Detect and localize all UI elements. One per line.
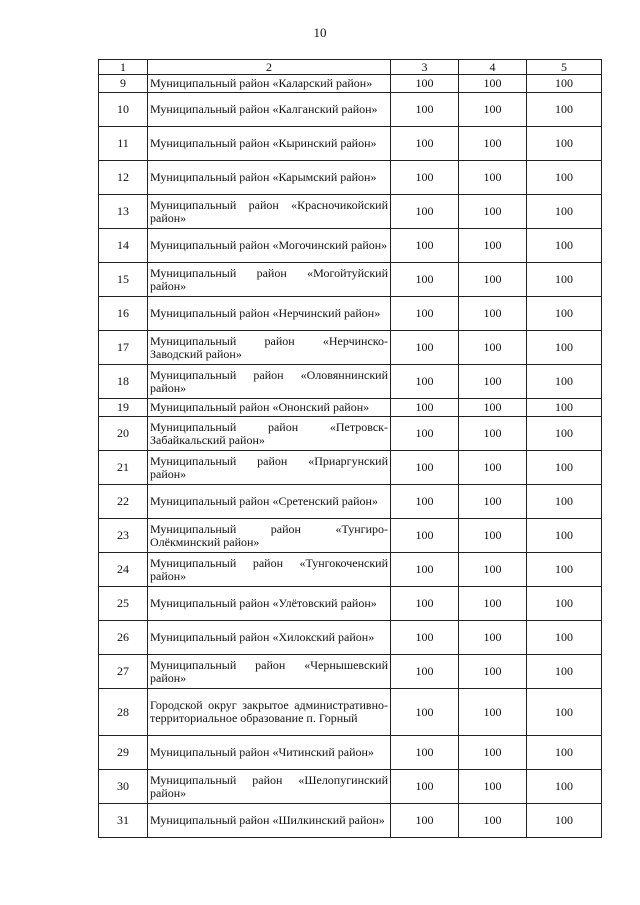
value-cell-col3: 100 [391,161,459,195]
row-number-cell: 31 [99,804,148,838]
district-name-cell: Муниципальный район «Могойтуйский район» [148,263,391,297]
column-header: 2 [148,60,391,75]
value-cell-col3: 100 [391,75,459,93]
row-number-cell: 9 [99,75,148,93]
district-name-cell: Муниципальный район «Тунгокоченский район» [148,553,391,587]
row-number-cell: 16 [99,297,148,331]
value-cell-col3: 100 [391,655,459,689]
value-cell-col4: 100 [459,689,527,736]
row-number-cell: 13 [99,195,148,229]
table-row [99,127,602,161]
table-row [99,93,602,127]
row-number-cell: 22 [99,485,148,519]
value-cell-col3: 100 [391,263,459,297]
row-number-cell: 25 [99,587,148,621]
value-cell-col5: 100 [527,263,602,297]
value-cell-col3: 100 [391,587,459,621]
table-row [99,587,602,621]
value-cell-col3: 100 [391,399,459,417]
row-number-cell: 10 [99,93,148,127]
value-cell-col3: 100 [391,195,459,229]
row-number-cell: 28 [99,689,148,736]
row-number-cell: 29 [99,736,148,770]
value-cell-col3: 100 [391,770,459,804]
table-row [99,621,602,655]
row-number-cell: 23 [99,519,148,553]
value-cell-col4: 100 [459,485,527,519]
value-cell-col5: 100 [527,127,602,161]
row-number-cell: 14 [99,229,148,263]
district-name-cell: Муниципальный район «Сретенский район» [148,485,391,519]
district-name-cell: Городской округ закрытое административно-территориальное образование п. Горный [148,689,391,736]
column-header: 4 [459,60,527,75]
value-cell-col4: 100 [459,519,527,553]
value-cell-col5: 100 [527,736,602,770]
row-number-cell: 19 [99,399,148,417]
district-name-cell: Муниципальный район «Улётовский район» [148,587,391,621]
value-cell-col5: 100 [527,331,602,365]
data-table [98,59,602,838]
value-cell-col4: 100 [459,365,527,399]
table-row [99,553,602,587]
table-row [99,75,602,93]
value-cell-col4: 100 [459,297,527,331]
row-number-cell: 24 [99,553,148,587]
value-cell-col4: 100 [459,621,527,655]
page-number: 10 [313,25,327,40]
table-row [99,297,602,331]
value-cell-col4: 100 [459,331,527,365]
value-cell-col3: 100 [391,297,459,331]
value-cell-col4: 100 [459,127,527,161]
row-number-cell: 26 [99,621,148,655]
district-name-cell: Муниципальный район «Хилокский район» [148,621,391,655]
district-name-cell: Муниципальный район «Могочинский район» [148,229,391,263]
table-row [99,655,602,689]
district-name-cell: Муниципальный район «Нерчинско-Заводский район» [148,331,391,365]
table-row [99,229,602,263]
district-name-cell: Муниципальный район «Карымский район» [148,161,391,195]
value-cell-col3: 100 [391,365,459,399]
row-number-cell: 30 [99,770,148,804]
value-cell-col3: 100 [391,229,459,263]
district-name-cell: Муниципальный район «Ононский район» [148,399,391,417]
value-cell-col3: 100 [391,451,459,485]
value-cell-col5: 100 [527,655,602,689]
value-cell-col3: 100 [391,331,459,365]
value-cell-col4: 100 [459,417,527,451]
value-cell-col5: 100 [527,689,602,736]
table-row [99,417,602,451]
value-cell-col5: 100 [527,587,602,621]
value-cell-col4: 100 [459,75,527,93]
district-name-cell: Муниципальный район «Тунгиро-Олёкминский район» [148,519,391,553]
value-cell-col4: 100 [459,451,527,485]
district-name-cell: Муниципальный район «Нерчинский район» [148,297,391,331]
value-cell-col5: 100 [527,399,602,417]
table-row [99,263,602,297]
value-cell-col4: 100 [459,399,527,417]
value-cell-col5: 100 [527,161,602,195]
value-cell-col5: 100 [527,553,602,587]
value-cell-col3: 100 [391,127,459,161]
table-row [99,736,602,770]
value-cell-col5: 100 [527,519,602,553]
value-cell-col3: 100 [391,93,459,127]
table-row [99,519,602,553]
value-cell-col3: 100 [391,621,459,655]
row-number-cell: 21 [99,451,148,485]
value-cell-col5: 100 [527,195,602,229]
row-number-cell: 12 [99,161,148,195]
table-row [99,161,602,195]
row-number-cell: 11 [99,127,148,161]
value-cell-col4: 100 [459,93,527,127]
value-cell-col5: 100 [527,417,602,451]
table-header-row [99,60,602,75]
value-cell-col4: 100 [459,263,527,297]
district-name-cell: Муниципальный район «Шелопугинский район» [148,770,391,804]
value-cell-col5: 100 [527,770,602,804]
table-row [99,770,602,804]
value-cell-col4: 100 [459,195,527,229]
table-row [99,451,602,485]
value-cell-col5: 100 [527,75,602,93]
value-cell-col3: 100 [391,553,459,587]
district-name-cell: Муниципальный район «Красночикойский район» [148,195,391,229]
row-number-cell: 20 [99,417,148,451]
value-cell-col4: 100 [459,770,527,804]
district-name-cell: Муниципальный район «Калганский район» [148,93,391,127]
district-name-cell: Муниципальный район «Петровск-Забайкальский район» [148,417,391,451]
column-header: 3 [391,60,459,75]
column-header: 5 [527,60,602,75]
value-cell-col4: 100 [459,804,527,838]
value-cell-col5: 100 [527,365,602,399]
district-name-cell: Муниципальный район «Читинский район» [148,736,391,770]
value-cell-col3: 100 [391,689,459,736]
table-row [99,485,602,519]
column-header: 1 [99,60,148,75]
table-row [99,195,602,229]
value-cell-col3: 100 [391,519,459,553]
value-cell-col5: 100 [527,621,602,655]
value-cell-col3: 100 [391,736,459,770]
value-cell-col4: 100 [459,655,527,689]
district-name-cell: Муниципальный район «Чернышевский район» [148,655,391,689]
district-name-cell: Муниципальный район «Приаргунский район» [148,451,391,485]
value-cell-col5: 100 [527,297,602,331]
table-row [99,399,602,417]
table-row [99,331,602,365]
value-cell-col4: 100 [459,553,527,587]
district-name-cell: Муниципальный район «Каларский район» [148,75,391,93]
row-number-cell: 18 [99,365,148,399]
value-cell-col4: 100 [459,161,527,195]
table-row [99,689,602,736]
row-number-cell: 27 [99,655,148,689]
district-name-cell: Муниципальный район «Кыринский район» [148,127,391,161]
table-row [99,804,602,838]
value-cell-col3: 100 [391,485,459,519]
value-cell-col3: 100 [391,804,459,838]
row-number-cell: 15 [99,263,148,297]
value-cell-col4: 100 [459,229,527,263]
value-cell-col3: 100 [391,417,459,451]
table-row [99,365,602,399]
value-cell-col4: 100 [459,736,527,770]
value-cell-col4: 100 [459,587,527,621]
district-name-cell: Муниципальный район «Оловяннинский район» [148,365,391,399]
district-name-cell: Муниципальный район «Шилкинский район» [148,804,391,838]
value-cell-col5: 100 [527,451,602,485]
value-cell-col5: 100 [527,804,602,838]
value-cell-col5: 100 [527,485,602,519]
value-cell-col5: 100 [527,229,602,263]
value-cell-col5: 100 [527,93,602,127]
row-number-cell: 17 [99,331,148,365]
